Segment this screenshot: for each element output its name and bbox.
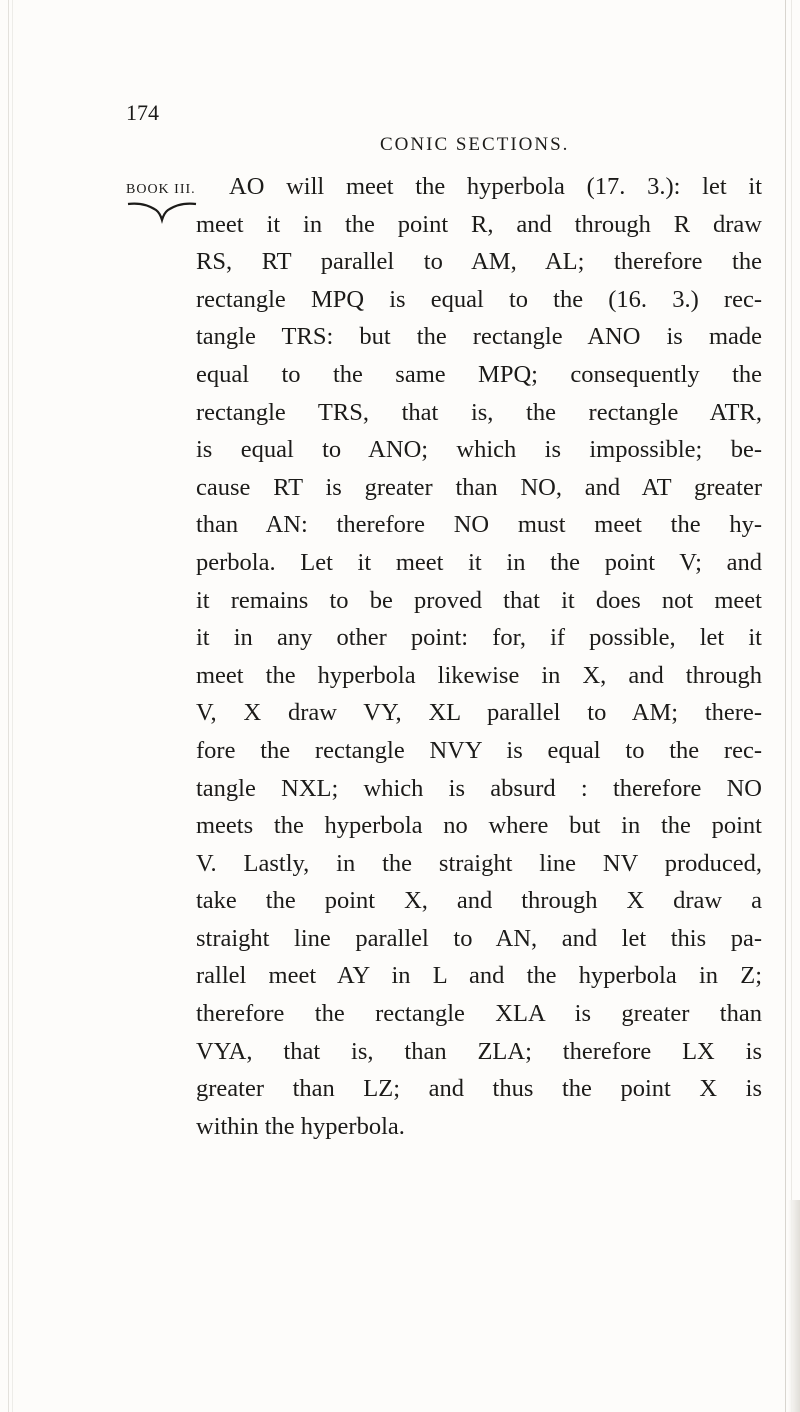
text-line: within the hyperbola. — [196, 1112, 405, 1140]
text-line: perbola. Let it meet it in the point V; and — [196, 548, 762, 576]
text-line: tangle TRS: but the rectangle ANO is made — [196, 323, 762, 351]
text-line: meets the hyperbola no where but in the point — [196, 812, 762, 840]
margin-note-book: BOOK III. — [126, 182, 196, 197]
page-number: 174 — [126, 100, 159, 125]
text-line: take the point X, and through X draw a — [196, 887, 762, 915]
text-line: rectangle TRS, that is, the rectangle ATR, — [196, 398, 762, 426]
text-line: V, X draw VY, XL parallel to AM; there- — [196, 699, 762, 727]
text-line: is equal to ANO; which is impossible; be- — [196, 436, 762, 464]
text-line: V. Lastly, in the straight line NV produced, — [196, 849, 762, 877]
text-line: rectangle MPQ is equal to the (16. 3.) rec- — [196, 285, 762, 313]
text-line: than AN: therefore NO must meet the hy- — [196, 511, 762, 539]
body-paragraph — [196, 168, 762, 1145]
text-line: it remains to be proved that it does not meet — [196, 586, 762, 614]
text-line: meet the hyperbola likewise in X, and through — [196, 661, 762, 689]
text-line: equal to the same MPQ; consequently the — [196, 360, 762, 388]
text-line: rallel meet AY in L and the hyperbola in Z; — [196, 962, 762, 990]
text-line: straight line parallel to AN, and let this pa- — [196, 924, 762, 952]
text-line: tangle NXL; which is absurd : therefore NO — [196, 774, 762, 802]
scan-shadow — [788, 1200, 800, 1412]
text-line: meet it in the point R, and through R draw — [196, 210, 762, 238]
running-head: CONIC SECTIONS. — [380, 134, 570, 155]
text-line: it in any other point: for, if possible, let it — [196, 624, 762, 652]
text-line: RS, RT parallel to AM, AL; therefore the — [196, 248, 762, 276]
text-line: fore the rectangle NVY is equal to the rec- — [196, 736, 762, 764]
text-line: greater than LZ; and thus the point X is — [196, 1075, 762, 1103]
brace-icon — [126, 200, 198, 224]
page-edge-right — [785, 0, 786, 1412]
page-edge-left — [8, 0, 9, 1412]
page-edge-left-inner — [12, 0, 13, 1412]
text-line: AO will meet the hyperbola (17. 3.): let it — [229, 173, 762, 200]
text-line: VYA, that is, than ZLA; therefore LX is — [196, 1037, 762, 1065]
text-line: therefore the rectangle XLA is greater than — [196, 1000, 762, 1028]
text-line: cause RT is greater than NO, and AT greater — [196, 473, 762, 501]
